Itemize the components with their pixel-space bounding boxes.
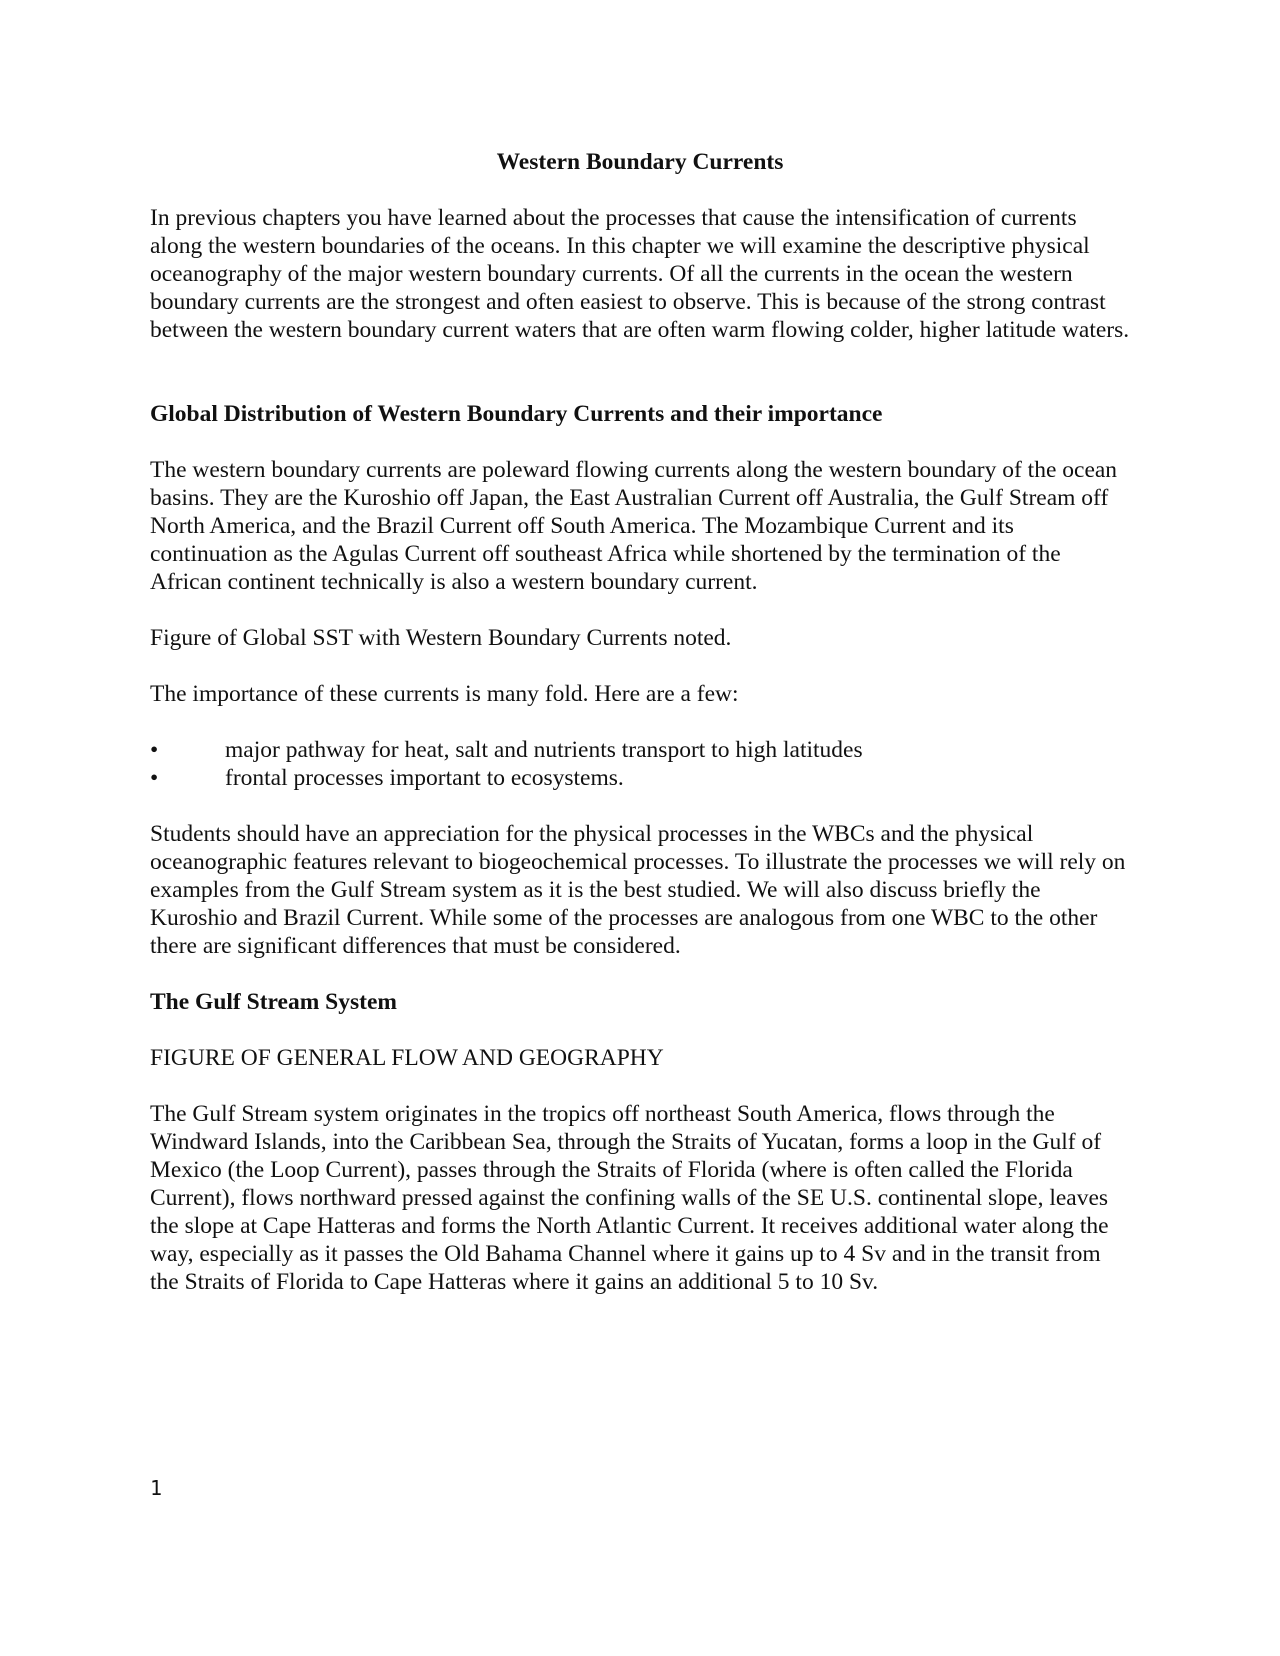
importance-list <box>150 736 1130 792</box>
students-paragraph: Students should have an appreciation for the physical processes in the WBCs and the physical oceanographic features relevant to biogeochemical processes. To illustrate the processes we will rely on examples from the Gulf Stream system as it is the best studied. We will also discuss briefly the Kuroshio and Brazil Current. While some of the processes are analogous from one WBC to the other there are significant differences that must be considered. <box>150 821 1126 959</box>
bullet-icon: • <box>150 737 159 763</box>
figure-note-general-flow: FIGURE OF GENERAL FLOW AND GEOGRAPHY <box>150 1045 664 1071</box>
page-number: 1 <box>150 1476 163 1500</box>
section-heading-global-distribution: Global Distribution of Western Boundary Currents and their importance <box>150 401 883 427</box>
bullet-icon: • <box>150 765 159 791</box>
importance-intro: The importance of these currents is many fold. Here are a few: <box>150 681 739 707</box>
wbc-list-paragraph: The western boundary currents are poleward flowing currents along the western boundary of the ocean basins. They are the Kuroshio off Japan, the East Australian Current off Australia, the Gulf Stream off North America, and the Brazil Current off South America. The Mozambique Current and its continuation as the Agulas Current off southeast Africa while shortened by the termination of the African continent technically is also a western boundary current. <box>150 457 1118 595</box>
page-title: Western Boundary Currents <box>496 149 784 175</box>
section-heading-gulf-stream: The Gulf Stream System <box>150 989 397 1015</box>
list-item-text: frontal processes important to ecosystems. <box>225 765 624 791</box>
list-item <box>150 764 1130 792</box>
list-item-text: major pathway for heat, salt and nutrients transport to high latitudes <box>225 737 863 763</box>
figure-note-global-sst: Figure of Global SST with Western Boundary Currents noted. <box>150 625 732 651</box>
intro-paragraph: In previous chapters you have learned about the processes that cause the intensification of currents along the western boundaries of the oceans. In this chapter we will examine the descriptive physical oceanography of the major western boundary currents. Of all the currents in the ocean the western boundary currents are the strongest and often easiest to observe. This is because of the strong contrast between the western boundary current waters that are often warm flowing colder, higher latitude waters. <box>150 205 1130 343</box>
list-item <box>150 736 1130 764</box>
gulf-stream-paragraph: The Gulf Stream system originates in the tropics off northeast South America, flows through the Windward Islands, into the Caribbean Sea, through the Straits of Yucatan, forms a loop in the Gulf of Mexico (the Loop Current), passes through the Straits of Florida (where is often called the Florida Current), flows northward pressed against the confining walls of the SE U.S. continental slope, leaves the slope at Cape Hatteras and forms the North Atlantic Current. It receives additional water along the way, especially as it passes the Old Bahama Channel where it gains up to 4 Sv and in the transit from the Straits of Florida to Cape Hatteras where it gains an additional 5 to 10 Sv. <box>150 1101 1109 1295</box>
page-content <box>150 148 1130 1324</box>
